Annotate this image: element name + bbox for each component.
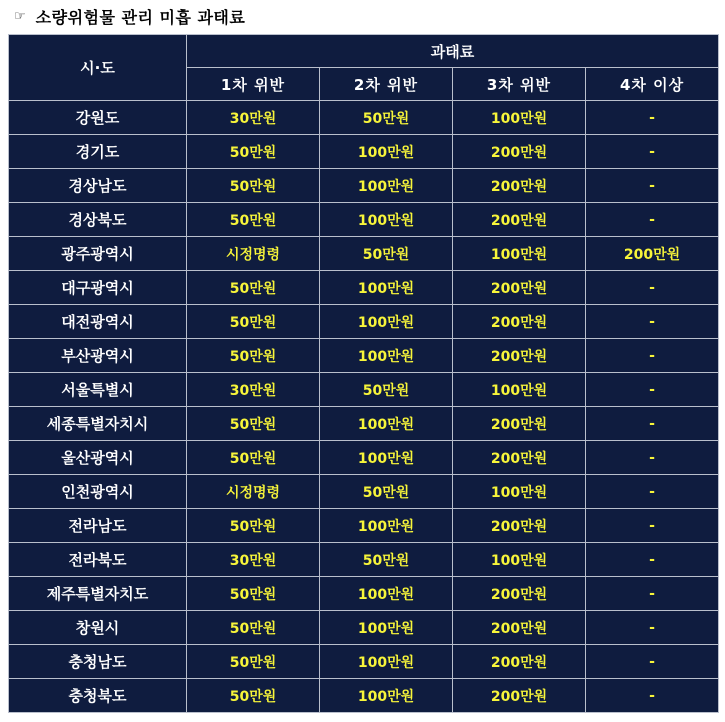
violation-1-cell: 50만원 [187, 407, 320, 441]
violation-3-cell: 200만원 [453, 339, 586, 373]
region-cell: 대구광역시 [9, 271, 187, 305]
table-row [9, 169, 719, 203]
table-row [9, 509, 719, 543]
violation-1-cell: 50만원 [187, 305, 320, 339]
violation-3-header: 3차 위반 [453, 68, 586, 101]
table-row [9, 407, 719, 441]
violation-4-cell: 200만원 [586, 237, 719, 271]
page-title: 소량위험물 관리 미흡 과태료 [35, 7, 246, 27]
violation-4-cell: - [586, 645, 719, 679]
region-cell: 경기도 [9, 135, 187, 169]
table-row [9, 441, 719, 475]
violation-3-cell: 200만원 [453, 407, 586, 441]
violation-2-cell: 100만원 [320, 135, 453, 169]
violation-1-cell: 50만원 [187, 611, 320, 645]
violation-3-cell: 100만원 [453, 373, 586, 407]
table-row [9, 203, 719, 237]
fee-table [8, 34, 719, 713]
violation-2-cell: 100만원 [320, 407, 453, 441]
table-row [9, 645, 719, 679]
violation-3-cell: 200만원 [453, 305, 586, 339]
page-title-row [14, 4, 245, 28]
region-cell: 충청남도 [9, 645, 187, 679]
violation-4-cell: - [586, 611, 719, 645]
table-row [9, 101, 719, 135]
violation-1-cell: 50만원 [187, 271, 320, 305]
violation-3-cell: 200만원 [453, 611, 586, 645]
violation-3-cell: 100만원 [453, 237, 586, 271]
violation-3-cell: 100만원 [453, 543, 586, 577]
violation-3-cell: 200만원 [453, 577, 586, 611]
violation-4-cell: - [586, 339, 719, 373]
table-row [9, 135, 719, 169]
table-row [9, 475, 719, 509]
violation-1-cell: 50만원 [187, 441, 320, 475]
violation-1-cell: 50만원 [187, 339, 320, 373]
table-row [9, 339, 719, 373]
violation-2-cell: 100만원 [320, 679, 453, 713]
violation-4-cell: - [586, 305, 719, 339]
region-cell: 경상남도 [9, 169, 187, 203]
violation-1-cell: 30만원 [187, 543, 320, 577]
region-cell: 제주특별자치도 [9, 577, 187, 611]
region-cell: 광주광역시 [9, 237, 187, 271]
violation-2-cell: 100만원 [320, 305, 453, 339]
region-cell: 서울특별시 [9, 373, 187, 407]
violation-3-cell: 200만원 [453, 645, 586, 679]
violation-3-cell: 200만원 [453, 203, 586, 237]
violation-4-cell: - [586, 101, 719, 135]
region-cell: 창원시 [9, 611, 187, 645]
violation-2-cell: 100만원 [320, 509, 453, 543]
violation-3-cell: 200만원 [453, 679, 586, 713]
violation-4-cell: - [586, 373, 719, 407]
violation-3-cell: 200만원 [453, 509, 586, 543]
region-cell: 충청북도 [9, 679, 187, 713]
pointing-hand-icon: ☞ [14, 8, 26, 24]
violation-1-header: 1차 위반 [187, 68, 320, 101]
violation-4-cell: - [586, 169, 719, 203]
violation-2-cell: 100만원 [320, 441, 453, 475]
violation-2-cell: 50만원 [320, 237, 453, 271]
violation-2-cell: 100만원 [320, 169, 453, 203]
table-row [9, 305, 719, 339]
violation-2-cell: 50만원 [320, 101, 453, 135]
violation-1-cell: 50만원 [187, 577, 320, 611]
violation-3-cell: 200만원 [453, 271, 586, 305]
region-cell: 대전광역시 [9, 305, 187, 339]
table-row [9, 577, 719, 611]
region-cell: 인천광역시 [9, 475, 187, 509]
violation-2-cell: 100만원 [320, 611, 453, 645]
violation-4-cell: - [586, 577, 719, 611]
region-cell: 부산광역시 [9, 339, 187, 373]
violation-2-cell: 50만원 [320, 373, 453, 407]
violation-2-cell: 100만원 [320, 271, 453, 305]
table-row [9, 543, 719, 577]
violation-4-cell: - [586, 441, 719, 475]
table-row [9, 679, 719, 713]
violation-1-cell: 50만원 [187, 509, 320, 543]
violation-2-cell: 50만원 [320, 543, 453, 577]
violation-2-cell: 100만원 [320, 339, 453, 373]
violation-1-cell: 50만원 [187, 645, 320, 679]
violation-4-cell: - [586, 203, 719, 237]
table-row [9, 611, 719, 645]
region-cell: 전라남도 [9, 509, 187, 543]
region-cell: 울산광역시 [9, 441, 187, 475]
violation-4-cell: - [586, 407, 719, 441]
violation-2-cell: 100만원 [320, 645, 453, 679]
violation-2-header: 2차 위반 [320, 68, 453, 101]
violation-4-cell: - [586, 509, 719, 543]
region-cell: 강원도 [9, 101, 187, 135]
region-column-header: 시·도 [9, 35, 187, 101]
violation-4-cell: - [586, 135, 719, 169]
region-cell: 세종특별자치시 [9, 407, 187, 441]
table-row [9, 237, 719, 271]
violation-3-cell: 200만원 [453, 169, 586, 203]
region-cell: 전라북도 [9, 543, 187, 577]
violation-2-cell: 50만원 [320, 475, 453, 509]
violation-2-cell: 100만원 [320, 203, 453, 237]
fee-table-body [9, 101, 719, 713]
violation-1-cell: 50만원 [187, 203, 320, 237]
violation-4-cell: - [586, 543, 719, 577]
violation-3-cell: 200만원 [453, 135, 586, 169]
region-cell: 경상북도 [9, 203, 187, 237]
violation-3-cell: 200만원 [453, 441, 586, 475]
violation-2-cell: 100만원 [320, 577, 453, 611]
violation-1-cell: 50만원 [187, 679, 320, 713]
violation-3-cell: 100만원 [453, 101, 586, 135]
fee-column-header: 과태료 [187, 35, 719, 68]
table-row [9, 373, 719, 407]
violation-1-cell: 50만원 [187, 135, 320, 169]
violation-4-cell: - [586, 475, 719, 509]
violation-4-header: 4차 이상 [586, 68, 719, 101]
violation-1-cell: 시정명령 [187, 237, 320, 271]
violation-1-cell: 50만원 [187, 169, 320, 203]
violation-4-cell: - [586, 679, 719, 713]
violation-1-cell: 30만원 [187, 101, 320, 135]
violation-3-cell: 100만원 [453, 475, 586, 509]
violation-1-cell: 시정명령 [187, 475, 320, 509]
violation-4-cell: - [586, 271, 719, 305]
table-row [9, 271, 719, 305]
violation-1-cell: 30만원 [187, 373, 320, 407]
